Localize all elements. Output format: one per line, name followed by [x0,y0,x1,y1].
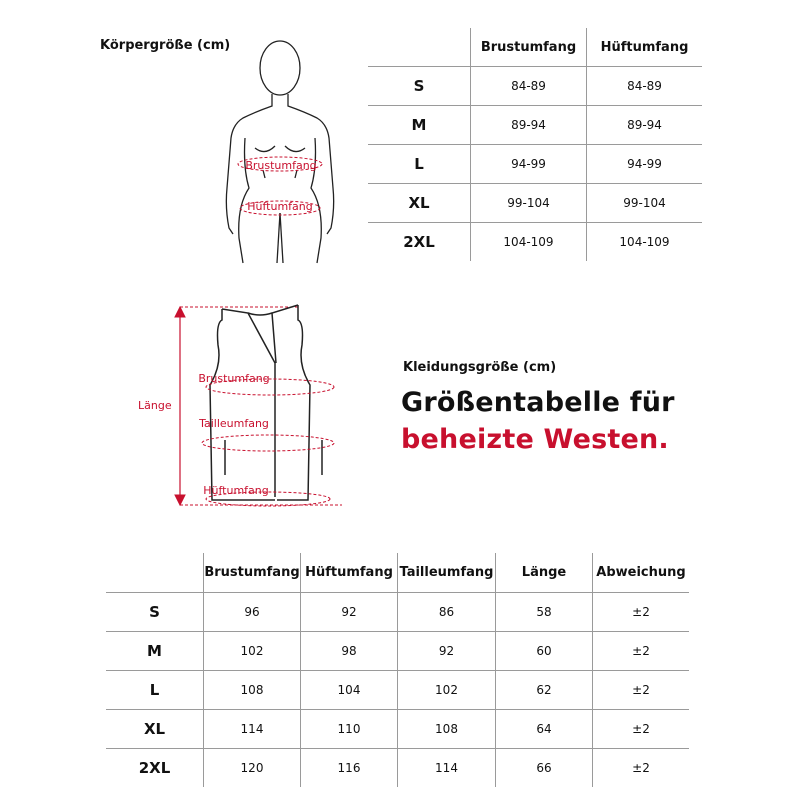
table-cell: 99-104 [471,184,587,223]
size-label: M [106,632,204,671]
table-cell: 110 [301,710,398,749]
table-cell: 92 [398,632,496,671]
table-cell: ±2 [593,671,690,710]
table-cell: 120 [204,749,301,788]
table-row [106,593,689,632]
length-arrow [175,307,342,505]
table-cell: 64 [496,710,593,749]
table-row [368,184,702,223]
size-label: XL [368,184,471,223]
table-row [106,632,689,671]
table-row [368,223,702,262]
table-cell: ±2 [593,593,690,632]
table-cell: 60 [496,632,593,671]
table-row [368,145,702,184]
size-label: XL [106,710,204,749]
body-chest-label: Brustumfang [245,159,317,172]
table-cell: 102 [398,671,496,710]
table-cell: 94-99 [471,145,587,184]
table-cell: 108 [398,710,496,749]
body-figure [215,38,345,268]
table-cell: 92 [301,593,398,632]
header-chest: Brustumfang [471,28,587,67]
table-cell: 104-109 [471,223,587,262]
table-header-row [368,28,702,67]
table-cell: 62 [496,671,593,710]
table-cell: 89-94 [587,106,703,145]
table-cell: 58 [496,593,593,632]
vest-chest-label: Brustumfang [198,372,270,385]
table-cell: 114 [398,749,496,788]
table-cell: ±2 [593,632,690,671]
body-outline [226,41,333,263]
table-cell: 86 [398,593,496,632]
vest-size-title: Kleidungsgröße (cm) [403,360,557,375]
header-empty [106,553,204,593]
table-cell: 99-104 [587,184,703,223]
size-label: M [368,106,471,145]
table-cell: 104 [301,671,398,710]
table-cell: 66 [496,749,593,788]
header-empty [368,28,471,67]
table-row [106,671,689,710]
header-chest: Brustumfang [204,553,301,593]
header-hip: Hüftumfang [301,553,398,593]
table-cell: ±2 [593,749,690,788]
headline-line-2: beheizte Westen. [401,424,669,455]
size-label: 2XL [106,749,204,788]
table-cell: 96 [204,593,301,632]
vest-waist-label: Tailleumfang [199,417,269,430]
table-cell: 102 [204,632,301,671]
vest-outline [210,305,322,500]
size-label: 2XL [368,223,471,262]
table-cell: 89-94 [471,106,587,145]
header-deviation: Abweichung [593,553,690,593]
table-cell: 84-89 [471,67,587,106]
vest-figure [130,295,360,525]
vest-hip-label: Hüftumfang [203,484,269,497]
body-size-table [368,28,702,261]
table-header-row [106,553,689,593]
table-row [368,106,702,145]
size-label: L [368,145,471,184]
size-label: S [368,67,471,106]
body-size-title: Körpergröße (cm) [100,38,231,53]
vest-size-table [106,553,689,787]
table-cell: 94-99 [587,145,703,184]
table-cell: 104-109 [587,223,703,262]
size-label: L [106,671,204,710]
header-hip: Hüftumfang [587,28,703,67]
table-cell: 116 [301,749,398,788]
vest-length-label: Länge [138,399,172,412]
size-label: S [106,593,204,632]
table-cell: ±2 [593,710,690,749]
table-row [368,67,702,106]
table-cell: 84-89 [587,67,703,106]
table-cell: 114 [204,710,301,749]
header-waist: Tailleumfang [398,553,496,593]
header-length: Länge [496,553,593,593]
headline-line-1: Größentabelle für [401,387,675,418]
table-row [106,710,689,749]
body-hip-label: Hüftumfang [247,200,313,213]
table-cell: 108 [204,671,301,710]
table-cell: 98 [301,632,398,671]
table-row [106,749,689,788]
